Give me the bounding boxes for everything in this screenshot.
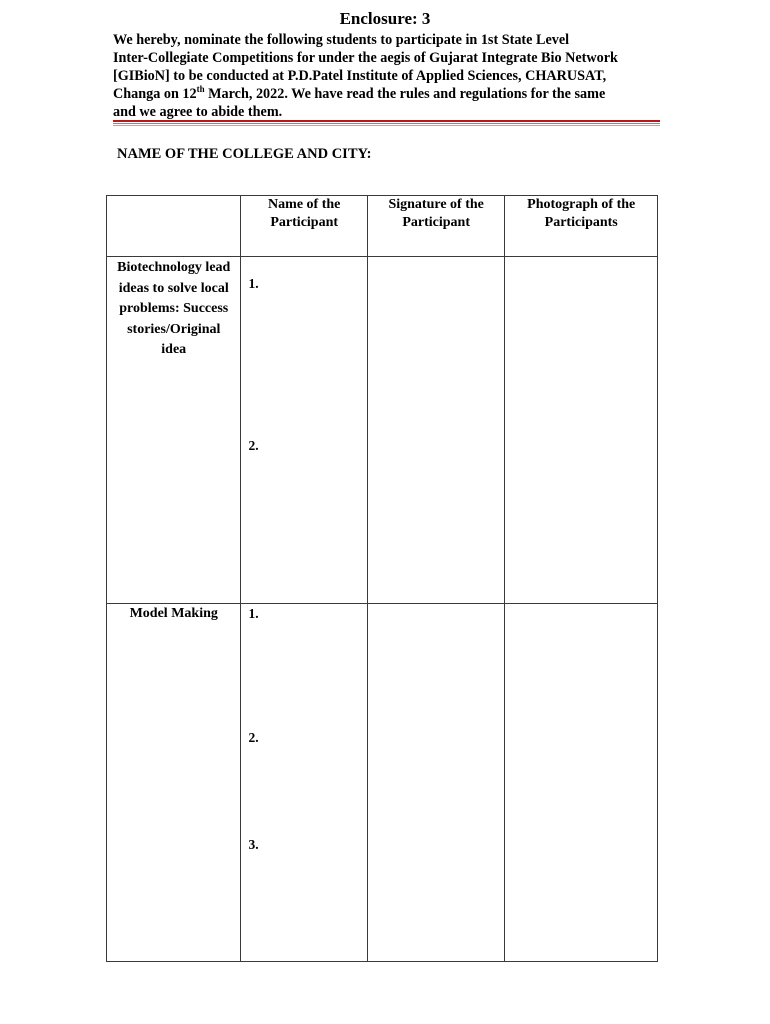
date-prefix: Changa on 12 [113,86,197,102]
header-name: Name of the Participant [241,196,367,257]
entry-number: 1. [248,605,259,621]
header-signature: Signature of the Participant [367,196,504,257]
enclosure-title: Enclosure: 3 [339,9,431,28]
entry-number: 1. [248,276,259,292]
statement-line: Inter-Collegiate Competitions for under the aegis of Gujarat Integrate Bio Network [113,50,618,66]
table-row [107,603,658,961]
entry-number: 2. [248,438,259,454]
table-row [107,257,658,603]
photograph-cell[interactable] [505,257,658,603]
entry-number: 2. [248,729,259,745]
date-superscript: th [196,84,205,94]
statement-line: We hereby, nominate the following students to participate in 1st State Level [113,32,570,48]
signature-cell[interactable] [367,603,504,961]
statement-line-date [113,85,673,103]
category-cell [107,257,241,603]
header-divider [113,125,660,126]
statement-line: and we agree to abide them. [113,104,283,120]
signature-cell[interactable] [367,257,504,603]
photograph-cell[interactable] [505,603,658,961]
header-divider [113,123,660,124]
date-suffix: March, 2022. We have read the rules and regulations for the same [204,86,606,102]
college-city-label: NAME OF THE COLLEGE AND CITY: [117,146,372,162]
header-category [107,196,241,257]
header-divider [113,120,660,122]
statement-line: [GIBioN] to be conducted at P.D.Patel Institute of Applied Sciences, CHARUSAT, [113,68,607,84]
entry-number: 3. [248,836,259,852]
nomination-statement [113,31,673,121]
participant-table [106,195,658,962]
table-header-row [107,196,658,257]
category-model-making: Model Making [129,605,218,621]
participant-name-cell[interactable] [241,257,367,603]
participant-name-cell[interactable] [241,603,367,961]
header-photograph: Photograph of the Participants [505,196,658,257]
category-cell [107,603,241,961]
category-biotechnology: Biotechnology lead ideas to solve local problems: Success stories/Original idea [117,260,231,358]
